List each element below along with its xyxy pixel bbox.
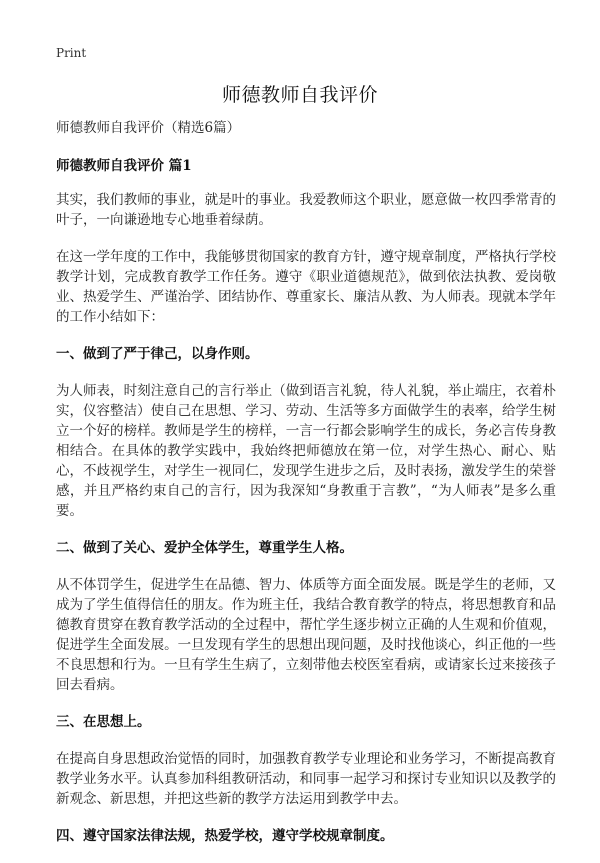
section-heading: 二、做到了关心、爱护全体学生，尊重学生人格。 <box>56 540 353 556</box>
section-heading: 三、在思想上。 <box>56 714 151 730</box>
print-link[interactable]: Print <box>56 46 87 60</box>
section-heading: 四、遵守国家法律法规，热爱学校，遵守学校规章制度。 <box>56 828 394 844</box>
page-title: 师德教师自我评价 <box>221 84 378 106</box>
section-title: 师德教师自我评价 篇1 <box>56 158 192 174</box>
paragraph: 为人师表，时刻注意自己的言行举止（做到语言礼貌，待人礼貌，举止端庄，衣着朴实，仪容整洁）使自己在思想、学习、劳动、生活等多方面做学生的表率，给学生树立一个好的榜样。教师是学生的榜样，一言一行都会影响学生的成长，务必言传身教相结合。在具体的教学实践中，我始终把师德放在第一位，对学生热心、耐心、贴心，不歧视学生，对学生一视同仁，发现学生进步之后，及时表扬，激发学生的荣誉感，并且严格约束自己的言行，因为我深知“身教重于言教”，“为人师表”是多么重要。 <box>56 383 556 519</box>
paragraph: 在提高自身思想政治觉悟的同时，加强教育教学专业理论和业务学习，不断提高教育教学业务水平。认真参加科组教研活动，和同事一起学习和探讨专业知识以及教学的新观念、新思想，并把这些新的教学方法运用到教学中去。 <box>56 751 556 807</box>
paragraph: 从不体罚学生，促进学生在品德、智力、体质等方面全面发展。既是学生的老师，又成为了学生值得信任的朋友。作为班主任，我结合教育教学的特点，将思想教育和品德教育贯穿在教育教学活动的全过程中，帮忙学生逐步树立正确的人生观和价值观，促进学生全面发展。一旦发现有学生的思想出现问题，及时找他谈心，纠正他的一些不良思想和行为。一旦有学生生病了，立刻带他去校医室看病，或请家长过来接孩子回去看病。 <box>56 577 556 693</box>
section-heading: 一、做到了严于律己，以身作则。 <box>56 346 259 362</box>
paragraph: 其实，我们教师的事业，就是叶的事业。我爱教师这个职业，愿意做一枚四季常青的叶子，一向谦逊地专心地垂着绿荫。 <box>56 192 556 228</box>
article-body <box>56 118 556 863</box>
article-subtitle: 师德教师自我评价（精选6篇） <box>56 120 241 136</box>
paragraph: 在这一学年度的工作中，我能够贯彻国家的教育方针，遵守规章制度，严格执行学校教学计划，完成教育教学工作任务。遵守《职业道德规范》，做到依法执教、爱岗敬业、热爱学生、严谨治学、团结协作、尊重家长、廉洁从教、为人师表。现就本学年的工作小结如下： <box>56 249 556 325</box>
